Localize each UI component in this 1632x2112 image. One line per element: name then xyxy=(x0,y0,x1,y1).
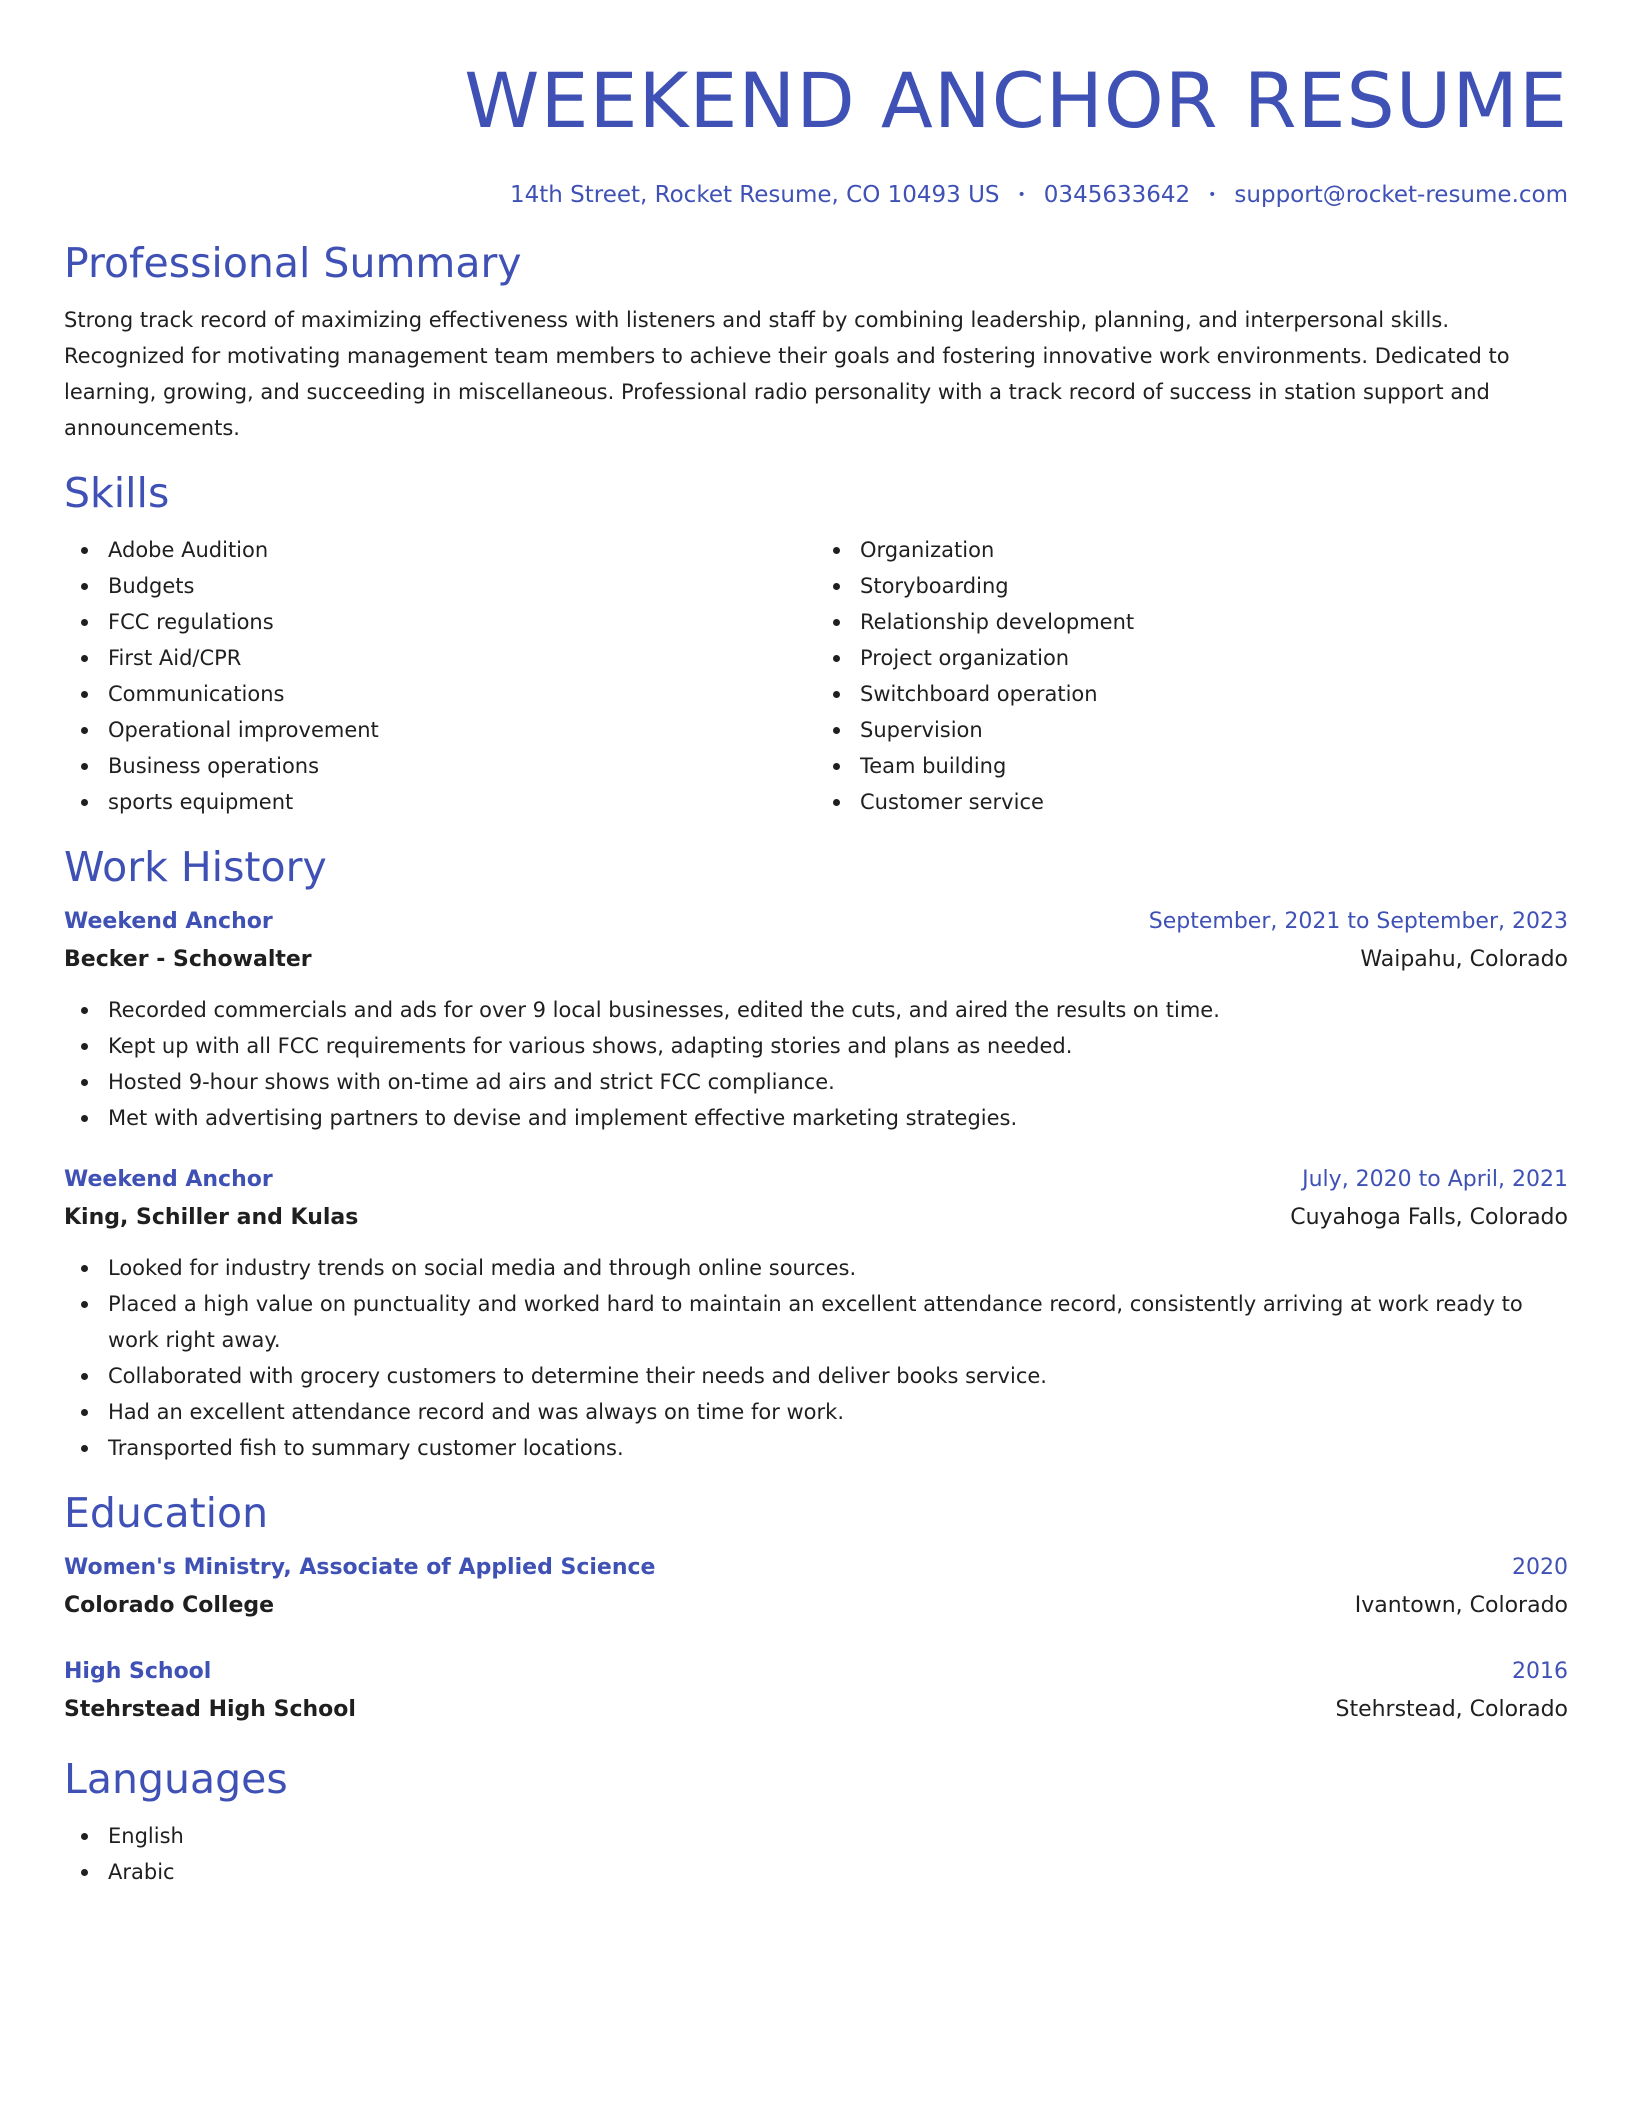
skills-column-right xyxy=(816,532,1568,820)
job-company: Becker - Schowalter xyxy=(64,947,312,972)
language-item: English xyxy=(64,1818,1568,1854)
skill-item: Relationship development xyxy=(816,604,1568,640)
skill-item: Operational improvement xyxy=(64,712,816,748)
skill-item: Budgets xyxy=(64,568,816,604)
skill-item: Project organization xyxy=(816,640,1568,676)
job-title: Weekend Anchor xyxy=(64,1167,273,1192)
education-school: Stehrstead High School xyxy=(64,1697,356,1722)
contact-separator: • xyxy=(1208,187,1217,203)
job-entry xyxy=(64,904,1568,1136)
job-title: Weekend Anchor xyxy=(64,909,273,934)
summary-heading: Professional Summary xyxy=(64,239,522,287)
skill-item: Adobe Audition xyxy=(64,532,816,568)
job-bullet: Looked for industry trends on social media and through online sources. xyxy=(64,1250,1568,1286)
education-header-row xyxy=(64,1550,1568,1586)
job-dates: July, 2020 to April, 2021 xyxy=(1302,1167,1568,1192)
resume-header xyxy=(64,0,1568,208)
education-school: Colorado College xyxy=(64,1593,275,1618)
education-degree: Women's Ministry, Associate of Applied Science xyxy=(64,1555,656,1580)
skill-item: First Aid/CPR xyxy=(64,640,816,676)
contact-line xyxy=(64,182,1568,208)
job-bullet: Kept up with all FCC requirements for various shows, adapting stories and plans as needed. xyxy=(64,1028,1568,1064)
summary-text: Strong track record of maximizing effectiveness with listeners and staff by combining leadership, planning, and interpersonal skills. Recognized for motivating management team members to achieve their goals and fostering innovative work environments. Dedicated to learning, growing, and succeeding in miscellaneous. Professional radio personality with a track record of success in station support and announcements. xyxy=(64,308,1510,440)
job-company-row xyxy=(64,940,1568,980)
education-year: 2020 xyxy=(1512,1555,1568,1580)
job-bullet: Placed a high value on punctuality and worked hard to maintain an excellent attendance record, consistently arriving at work ready to work right away. xyxy=(64,1286,1568,1358)
education-location: Stehrstead, Colorado xyxy=(1335,1697,1568,1722)
education-heading: Education xyxy=(64,1489,269,1537)
job-company: King, Schiller and Kulas xyxy=(64,1205,359,1230)
job-bullet: Transported fish to summary customer locations. xyxy=(64,1430,1568,1466)
work-history-heading: Work History xyxy=(64,843,327,891)
skill-item: Supervision xyxy=(816,712,1568,748)
contact-separator: • xyxy=(1017,187,1026,203)
job-bullet: Recorded commercials and ads for over 9 local businesses, edited the cuts, and aired the results on time. xyxy=(64,992,1568,1028)
skill-item: Organization xyxy=(816,532,1568,568)
skill-item: Customer service xyxy=(816,784,1568,820)
skill-item: sports equipment xyxy=(64,784,816,820)
skill-item: Team building xyxy=(816,748,1568,784)
work-history-section xyxy=(64,842,1568,1466)
skill-item: Business operations xyxy=(64,748,816,784)
skills-section xyxy=(64,468,1568,820)
education-year: 2016 xyxy=(1512,1659,1568,1684)
skills-column-left xyxy=(64,532,816,820)
education-section xyxy=(64,1488,1568,1730)
job-entry xyxy=(64,1162,1568,1466)
education-entry xyxy=(64,1550,1568,1626)
education-school-row xyxy=(64,1586,1568,1626)
skills-list-left xyxy=(64,532,816,820)
resume-name: WEEKEND ANCHOR RESUME xyxy=(464,56,1568,145)
education-entry xyxy=(64,1654,1568,1730)
languages-section xyxy=(64,1754,1568,1890)
education-school-row xyxy=(64,1690,1568,1730)
job-bullet: Met with advertising partners to devise and implement effective marketing strategies. xyxy=(64,1100,1568,1136)
languages-list xyxy=(64,1818,1568,1890)
job-bullet: Hosted 9-hour shows with on-time ad airs and strict FCC compliance. xyxy=(64,1064,1568,1100)
job-bullet: Had an excellent attendance record and was always on time for work. xyxy=(64,1394,1568,1430)
education-location: Ivantown, Colorado xyxy=(1354,1593,1568,1618)
summary-section xyxy=(64,238,1568,446)
contact-phone: 0345633642 xyxy=(1043,182,1191,208)
job-header-row xyxy=(64,1162,1568,1198)
skill-item: FCC regulations xyxy=(64,604,816,640)
skill-item: Switchboard operation xyxy=(816,676,1568,712)
skills-grid xyxy=(64,532,1568,820)
skill-item: Communications xyxy=(64,676,816,712)
skill-item: Storyboarding xyxy=(816,568,1568,604)
skills-heading: Skills xyxy=(64,469,170,517)
education-header-row xyxy=(64,1654,1568,1690)
language-item: Arabic xyxy=(64,1854,1568,1890)
job-location: Waipahu, Colorado xyxy=(1360,947,1568,972)
job-location: Cuyahoga Falls, Colorado xyxy=(1290,1205,1568,1230)
contact-address: 14th Street, Rocket Resume, CO 10493 US xyxy=(509,182,1000,208)
job-bullet: Collaborated with grocery customers to determine their needs and deliver books service. xyxy=(64,1358,1568,1394)
job-bullets xyxy=(64,992,1568,1136)
education-degree: High School xyxy=(64,1659,212,1684)
job-dates: September, 2021 to September, 2023 xyxy=(1148,909,1568,934)
job-header-row xyxy=(64,904,1568,940)
job-company-row xyxy=(64,1198,1568,1238)
contact-email: support@rocket-resume.com xyxy=(1234,182,1568,208)
job-bullets xyxy=(64,1250,1568,1466)
skills-list-right xyxy=(816,532,1568,820)
languages-heading: Languages xyxy=(64,1755,288,1803)
